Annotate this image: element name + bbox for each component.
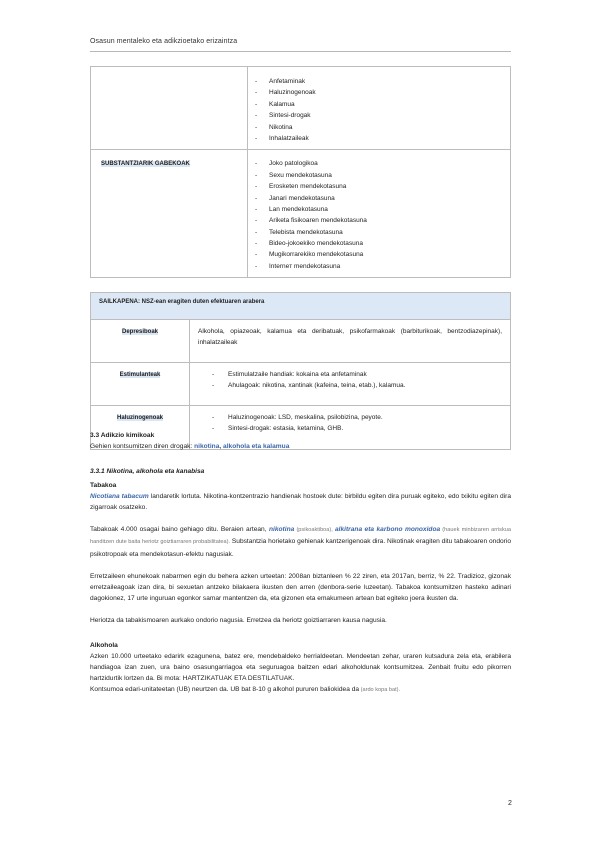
- paragraph-text: Substantzia horietako gehienak kantzerigenoak dira. Nikotinak eragiten ditu tabakoaren ondorio psikotropoak eta mendekotasun-efektu nagusiak.: [90, 538, 511, 558]
- list-item: - Ahulagoak: nikotina, xantinak (kafeina, teina, etab.), kalamua.: [198, 380, 502, 391]
- ardo-note: (ardo kopa bat).: [359, 687, 401, 694]
- description-cell: Alkohola, opiazeoak, kalamua eta deribatuak, psikofarmakoak (barbiturikoak, bentzodiazepinak), inhalatzaileak: [190, 320, 511, 363]
- category-depresiboak: Depresiboak: [121, 329, 158, 335]
- list-item: - Erosketen mendekotasuna: [249, 181, 509, 192]
- paragraph-alkohola-2: [90, 684, 511, 696]
- description-cell: [190, 363, 511, 406]
- substances-table: [90, 66, 511, 278]
- classification-title: SAILKAPENA: NSZ-ean eragiten duten efektuaren arabera: [91, 293, 511, 320]
- list-item: - Sintesi-drogak: [249, 110, 509, 121]
- list-item: - Bideo-jokoekiko mendekotasuna: [249, 238, 509, 249]
- paragraph-text: Kontsumoa edari-unitateetan (UB) neurtzen da. UB bat 8-10 g alkohol pururen baliokidea da: [90, 686, 360, 694]
- most-consumed-line: [90, 441, 511, 452]
- page-number: 2: [508, 800, 512, 807]
- table-cell-label: [91, 150, 248, 278]
- paragraph-text: landaretik lortuta. Nikotina-kontzentrazio handienak hostoek dute: birbildu egiten dira puruak egiteko, edo txikitu egiten dira zigarroak osatzeko.: [90, 492, 511, 512]
- body-text: [90, 430, 511, 697]
- paragraph-tabakoa-2: [90, 524, 511, 560]
- substance-list: [249, 68, 509, 148]
- list-item: - Lan mendekotasuna: [249, 204, 509, 215]
- paragraph-tabakoa-3: Erretzaileen ehunekoak nabarmen egin du behera azken urteetan: 2008an biztanleen % 22 ziren, eta 2017an, berriz, % 22. Tradizioz, gizonak erretzaileagoak izan dira, bi sexuetan antzeko bilakaera ikusten den arren (denbora-serie luzeetan). Tabakoa kontsumitzen hasteko adinari dagokionez, 17 urte inguruan egonkor samar mantentzen da, eta gizonen eta emakumeen artean bat egiteko joera ikusten da.: [90, 572, 511, 603]
- list-item: - Nikotina: [249, 122, 509, 133]
- list-item: - Joko patologikoa: [249, 158, 509, 169]
- classification-table: [90, 292, 511, 450]
- list-item: - Interneт mendekotasuna: [249, 261, 509, 272]
- paragraph-text: Tabakoak 4.000 osagai baino gehiago ditu. Beraien artean,: [90, 526, 269, 534]
- psikoaktiboa-note: (psikoaktiboa),: [294, 527, 335, 534]
- list-item: - Estimulatzaile handiak: kokaina eta anfetaminak: [198, 369, 502, 380]
- behavioral-addiction-list: [249, 151, 509, 276]
- table-row: [91, 67, 511, 150]
- table-row: [91, 150, 511, 278]
- most-consumed-prefix: Gehien kontsumitzen diren drogak:: [90, 443, 195, 451]
- section-heading-3-3-1: 3.3.1 Nikotina, alkohola eta kanabisa: [90, 468, 205, 476]
- list-item: - Anfetaminak: [249, 76, 509, 87]
- nicotiana-term: Nicotiana tabacum: [90, 492, 149, 500]
- list-item: - Haluzinogenoak: [249, 87, 509, 98]
- list-item: - Mugikorrarekiko mendekotasuna: [249, 249, 509, 260]
- category-cell: [91, 363, 190, 406]
- list-item: - Haluzinogenoak: LSD, meskalina, psilobizina, peyote.: [198, 412, 502, 423]
- table-header-row: [91, 293, 511, 320]
- header-rule: [90, 51, 511, 52]
- running-header: Osasun mentaleko eta adikzioetako erizaintza: [90, 38, 238, 45]
- list-item: - Ariketa fisikoaren mendekotasuna: [249, 215, 509, 226]
- paragraph-tabakoa-1: [90, 491, 511, 513]
- no-substance-label: SUBSTANTZIARIK GABEKOAK: [101, 161, 190, 168]
- category-haluzinogenoak: Haluzinogenoak: [116, 415, 163, 421]
- list-item: - Sintesi-drogak: estasia, ketamina, GHB.: [198, 423, 502, 434]
- list-item: - Inhalatzaileak: [249, 133, 509, 144]
- table-row: [91, 320, 511, 363]
- table-cell-top-list: [248, 67, 511, 150]
- section-heading-3-3: 3.3 Adikzio kimikoak: [90, 432, 155, 439]
- table-cell-no-substance-list: [248, 150, 511, 278]
- category-estimulanteak: Estimulanteak: [119, 372, 161, 378]
- list-item: - Sexu mendekotasuna: [249, 170, 509, 181]
- table-cell-empty: [91, 67, 248, 150]
- paragraph-tabakoa-4: Heriotza da tabakismoaren aurkako ondorio nagusia. Erretzea da heriotz goiztiarraren kausa nagusia.: [90, 617, 387, 625]
- alkitrana-term: alkitrana eta karbono monoxidoa: [334, 526, 441, 534]
- tabakoa-heading: Tabakoa: [90, 481, 117, 489]
- most-consumed-list: nikotina, alkohola eta kalamua: [194, 443, 290, 451]
- list-item: - Kalamua: [249, 99, 509, 110]
- list-item: - Telebista mendekotasuna: [249, 227, 509, 238]
- alkohola-heading: Alkohola: [90, 641, 118, 649]
- category-cell: [91, 320, 190, 363]
- hauek-note: (hauek minbizaren arriskua handitzen dute baita heriotz goiztiarraren probabilitatea).: [90, 527, 511, 546]
- table-row: [91, 363, 511, 406]
- stimulant-list: [198, 369, 502, 391]
- list-item: - Janari mendekotasuna: [249, 193, 509, 204]
- nikotina-term: nikotina: [269, 526, 295, 534]
- paragraph-alkohola-1: Azken 10.000 urteetako edarirk ezagunena, batez ere, mendebaldeko herrialdeetan. Mendeetan zehar, uraren kutsadura zela eta, erabilera handiagoa izan zuen, ura baino osasungarriagoa eta seguruagoa baitzen edari alkoholdunak kontsumitzea. Zenbait fruitu edo pikorren hartzidurtik lortzen da. Bi mota: HARTZIKATUAK ETA DESTILATUAK.: [90, 652, 511, 683]
